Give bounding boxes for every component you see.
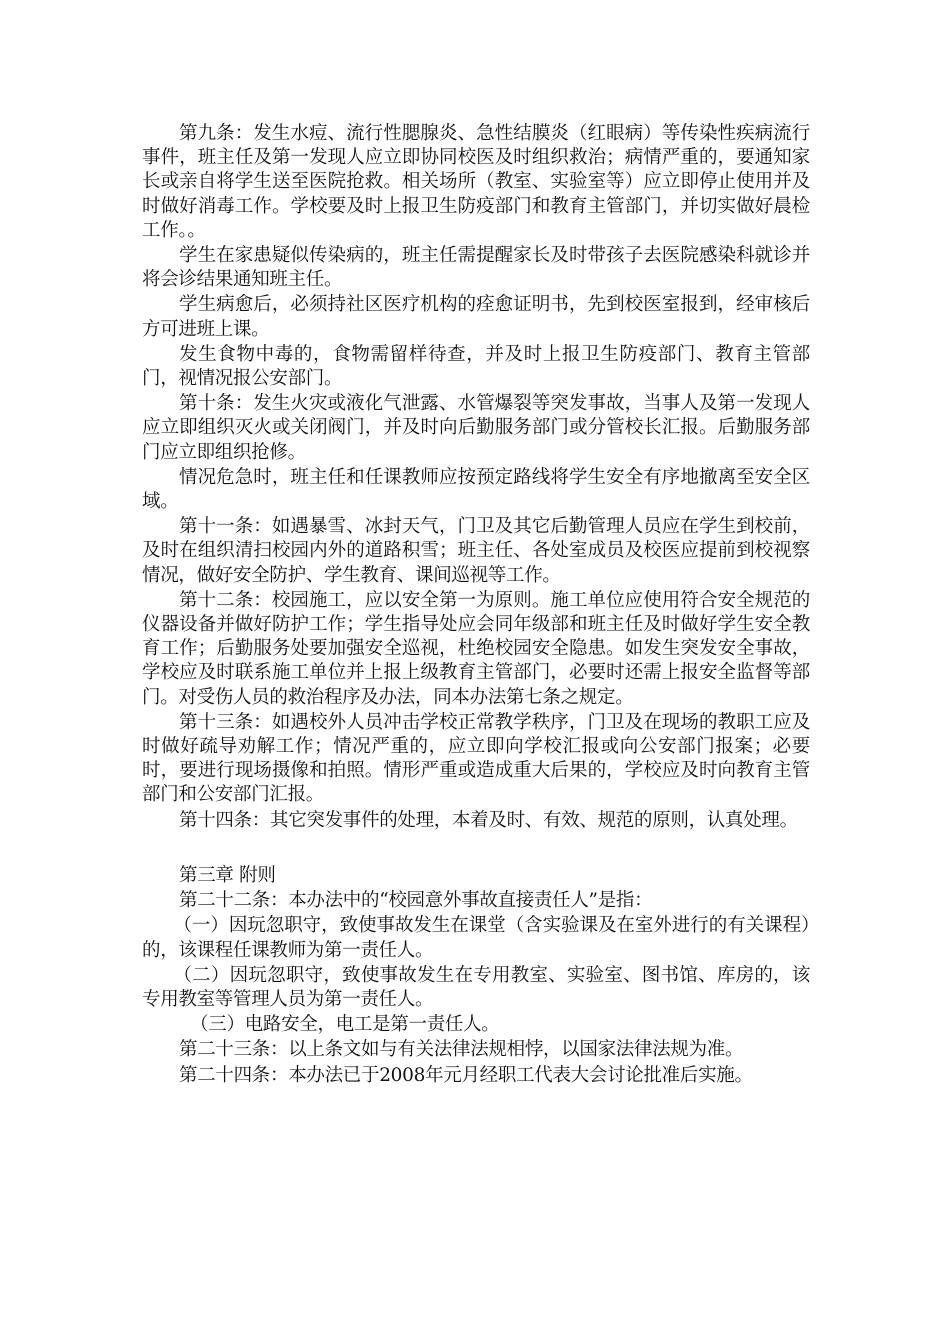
chapter-heading: 第三章 附则 (179, 864, 276, 886)
clause-1-paragraph: （一）因玩忽职守，致使事故发生在课堂（含实验课及在室外进行的有关课程）的，该课程任课教师为第一责任人。 (142, 915, 810, 961)
article-11-paragraph: 第十一条：如遇暴雪、冰封天气，门卫及其它后勤管理人员应在学生到校前，及时在组织清扫校园内外的道路积雪；班主任、各处室成员及校医应提前到校视察情况，做好安全防护、学生教育、课间巡视等工作。 (142, 516, 810, 586)
home-infection-paragraph: 学生在家患疑似传染病的，班主任需提醒家长及时带孩子去医院感染科就诊并将会诊结果通知班主任。 (142, 245, 810, 291)
article-12-paragraph: 第十二条：校园施工，应以安全第一为原则。施工单位应使用符合安全规范的仪器设备并做好防护工作；学生指导处应会同年级部和班主任及时做好学生安全教育工作；后勤服务处要加强安全巡视，杜绝校园安全隐患。如发生突发安全事故，学校应及时联系施工单位并上报上级教育主管部门，必要时还需上报安全监督等部门。对受伤人员的救治程序及办法，同本办法第七条之规定。 (142, 589, 810, 708)
clause-2-paragraph: （二）因玩忽职守，致使事故发生在专用教室、实验室、图书馆、库房的，该专用教室等管理人员为第一责任人。 (142, 964, 810, 1010)
document-page (142, 122, 810, 1089)
article-14-paragraph: 第十四条：其它突发事件的处理，本着及时、有效、规范的原则，认真处理。 (179, 809, 798, 831)
recovery-paragraph: 学生病愈后，必须持社区医疗机构的痊愈证明书，先到校医室报到，经审核后方可进班上课。 (142, 294, 810, 340)
article-10-paragraph: 第十条：发生火灾或液化气泄露、水管爆裂等突发事故，当事人及第一发现人应立即组织灭火或关闭阀门，并及时向后勤服务部门或分管校长汇报。后勤服务部门应立即组织抢修。 (142, 393, 810, 463)
article-9-paragraph: 第九条：发生水痘、流行性腮腺炎、急性结膜炎（红眼病）等传染性疾病流行事件，班主任及第一发现人应立即协同校医及时组织救治；病情严重的，要通知家长或亲自将学生送至医院抢救。相关场所（教室、实验室等）应立即停止使用并及时做好消毒工作。学校要及时上报卫生防疫部门和教育主管部门，并切实做好晨检工作。。 (142, 123, 810, 241)
article-23-paragraph: 第二十三条：以上条文如与有关法律法规相悖，以国家法律法规为准。 (179, 1039, 744, 1061)
article-13-paragraph: 第十三条：如遇校外人员冲击学校正常教学秩序，门卫及在现场的教职工应及时做好疏导劝解工作；情况严重的，应立即向学校汇报或向公安部门报案；必要时，要进行现场摄像和拍照。情形严重或造成重大后果的，学校应及时向教育主管部门和公安部门汇报。 (142, 711, 810, 806)
emergency-evacuation-paragraph: 情况危急时，班主任和任课教师应按预定路线将学生安全有序地撤离至安全区域。 (142, 466, 810, 513)
food-poisoning-paragraph: 发生食物中毒的，食物需留样待查，并及时上报卫生防疫部门、教育主管部门，视情况报公安部门。 (142, 343, 810, 390)
section-spacer (142, 834, 810, 864)
clause-3-paragraph: （三）电路安全，电工是第一责任人。 (190, 1014, 500, 1036)
article-22-paragraph: 第二十二条：本办法中的“校园意外事故直接责任人”是指： (179, 890, 653, 912)
article-24-paragraph: 第二十四条：本办法已于2008年元月经职工代表大会讨论批准后实施。 (179, 1064, 753, 1086)
